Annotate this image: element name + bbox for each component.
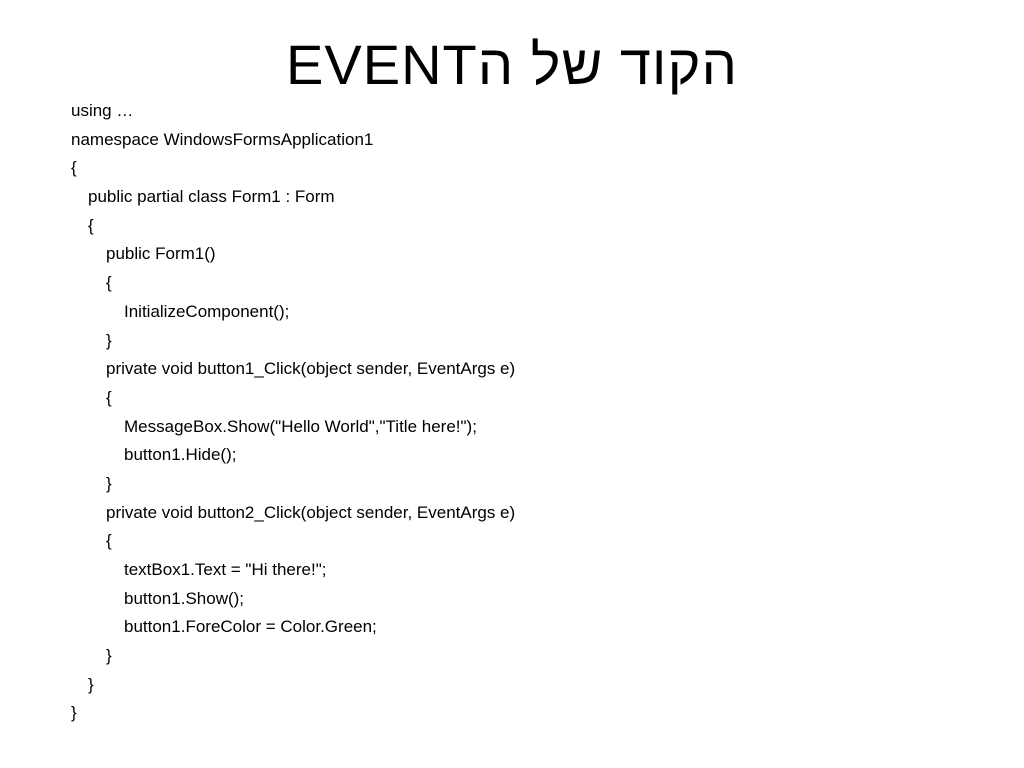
code-line: } <box>106 646 112 666</box>
code-line: } <box>71 703 77 723</box>
code-line: public Form1() <box>106 244 216 264</box>
slide-title: הקוד של הEVENT <box>286 33 738 96</box>
code-line: using … <box>71 101 134 120</box>
code-line: public partial class Form1 : Form <box>88 187 335 207</box>
code-line: } <box>106 473 112 493</box>
code-line: { <box>106 387 112 407</box>
code-line: button1.Show(); <box>124 588 245 608</box>
code-line: { <box>106 273 112 293</box>
code-line: button1.Hide(); <box>124 445 237 465</box>
code-line: { <box>88 215 94 235</box>
code-line: } <box>106 330 112 350</box>
code-line: MessageBox.Show("Hello World","Title here!"); <box>124 416 477 436</box>
code-line: textBox1.Text = "Hi there!"; <box>124 560 327 579</box>
code-line: private void button2_Click(object sender, EventArgs e) <box>106 502 516 522</box>
code-line: { <box>71 158 77 178</box>
code-line: } <box>88 674 94 694</box>
code-line: InitializeComponent(); <box>124 301 290 321</box>
code-line: button1.ForeColor = Color.Green; <box>124 617 377 637</box>
code-line: private void button1_Click(object sender, EventArgs e) <box>106 359 516 379</box>
code-line: namespace WindowsFormsApplication1 <box>71 129 374 149</box>
code-line: { <box>106 531 112 551</box>
code-block <box>71 97 971 728</box>
